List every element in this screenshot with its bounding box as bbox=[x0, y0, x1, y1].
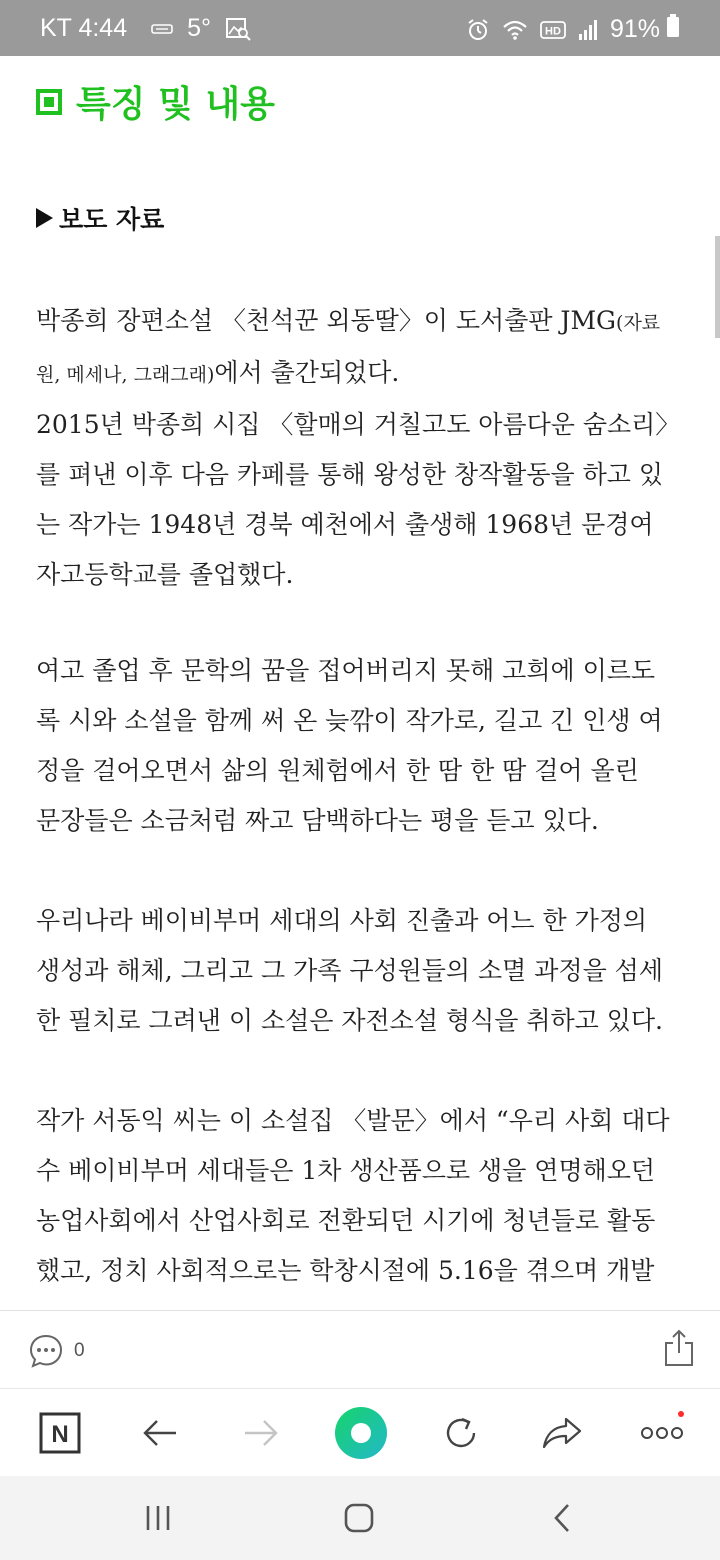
paragraph-line: 록 시와 소설을 함께 써 온 늦깎이 작가로, 길고 긴 인생 여 bbox=[36, 706, 663, 735]
naver-home-icon bbox=[39, 1412, 81, 1454]
paragraph bbox=[36, 896, 688, 1046]
home-icon bbox=[343, 1502, 375, 1534]
paragraph-line: 를 펴낸 이후 다음 카페를 통해 왕성한 창작활동을 하고 있 bbox=[36, 460, 663, 489]
scrollbar-thumb[interactable] bbox=[715, 236, 720, 338]
paragraph-line: 우리나라 베이비부머 세대의 사회 진출과 어느 한 가정의 bbox=[36, 906, 648, 935]
subheading bbox=[36, 200, 164, 236]
battery-icon bbox=[666, 14, 680, 45]
comment-count[interactable]: 0 bbox=[74, 1340, 85, 1361]
alarm-icon bbox=[466, 18, 490, 42]
naver-home-button[interactable] bbox=[30, 1403, 90, 1463]
browser-toolbar bbox=[0, 1388, 720, 1477]
forward-button[interactable] bbox=[231, 1403, 291, 1463]
square-bullet-icon bbox=[36, 89, 62, 115]
status-left bbox=[40, 14, 251, 43]
notification-icon bbox=[151, 23, 173, 35]
carrier-time: KT 4:44 bbox=[40, 14, 128, 42]
notification-dot bbox=[678, 1411, 684, 1417]
section-heading bbox=[36, 76, 275, 127]
share-icon[interactable] bbox=[664, 1329, 694, 1371]
paragraph bbox=[36, 646, 688, 846]
paragraph-line: 자고등학교를 졸업했다. bbox=[36, 560, 294, 589]
paragraph-line: 2015년 박종희 시집 〈할매의 거칠고도 아름다운 숨소리〉 bbox=[36, 410, 681, 439]
paragraph-line: 했고, 정치 사회적으로는 학창시절에 5.16을 겪으며 개발 bbox=[36, 1256, 655, 1285]
share-arrow-icon bbox=[541, 1415, 583, 1451]
status-right bbox=[466, 14, 680, 45]
recent-apps-button[interactable] bbox=[128, 1492, 188, 1544]
comment-icon[interactable] bbox=[28, 1333, 64, 1373]
subheading-text: 보도 자료 bbox=[59, 205, 165, 234]
section-heading-text: 특징 및 내용 bbox=[76, 84, 275, 125]
green-dot-icon bbox=[334, 1406, 388, 1460]
hd-voice-icon bbox=[540, 20, 566, 40]
green-dot-button[interactable] bbox=[331, 1403, 391, 1463]
back-button[interactable] bbox=[130, 1403, 190, 1463]
system-nav-bar bbox=[0, 1476, 720, 1560]
wifi-icon bbox=[502, 19, 528, 41]
paragraph-line: 박종희 장편소설 〈천석꾼 외동딸〉이 도서출판 JMG bbox=[36, 306, 617, 335]
svg-text:HD: HD bbox=[545, 25, 561, 37]
back-arrow-icon bbox=[142, 1418, 178, 1448]
paragraph-line: 정을 걸어오면서 삶의 원체험에서 한 땀 한 땀 걸어 올린 bbox=[36, 756, 639, 785]
paragraph-line: 에서 출간되었다. bbox=[214, 358, 400, 387]
comment-bar bbox=[0, 1310, 720, 1389]
battery-percent: 91% bbox=[609, 15, 660, 43]
status-bar bbox=[0, 0, 720, 56]
recent-apps-icon bbox=[143, 1504, 173, 1532]
paragraph-line: 여고 졸업 후 문학의 꿈을 접어버리지 못해 고희에 이르도 bbox=[36, 656, 656, 685]
paragraph-small-text: (자료 bbox=[616, 312, 661, 334]
paragraph-line: 수 베이비부머 세대들은 1차 생산품으로 생을 연명해오던 bbox=[36, 1156, 656, 1185]
triangle-bullet-icon bbox=[36, 208, 53, 228]
paragraph bbox=[36, 296, 688, 600]
share-button[interactable] bbox=[532, 1403, 592, 1463]
refresh-button[interactable] bbox=[431, 1403, 491, 1463]
more-button[interactable] bbox=[632, 1403, 692, 1463]
paragraph-small-text: 원, 메세나, 그래그래) bbox=[36, 364, 215, 386]
temperature: 5° bbox=[187, 14, 212, 42]
paragraph bbox=[36, 1096, 688, 1296]
more-icon bbox=[640, 1426, 684, 1440]
paragraph-line: 작가 서동익 씨는 이 소설집 〈발문〉에서 “우리 사회 대다 bbox=[36, 1106, 670, 1135]
paragraph-line: 농업사회에서 산업사회로 전환되던 시기에 청년들로 활동 bbox=[36, 1206, 656, 1235]
system-back-icon bbox=[552, 1502, 572, 1534]
paragraph-line: 문장들은 소금처럼 짜고 담백하다는 평을 듣고 있다. bbox=[36, 806, 599, 835]
paragraph-line: 는 작가는 1948년 경북 예천에서 출생해 1968년 문경여 bbox=[36, 510, 654, 539]
forward-arrow-icon bbox=[243, 1418, 279, 1448]
paragraph-line: 생성과 해체, 그리고 그 가족 구성원들의 소멸 과정을 섬세 bbox=[36, 956, 663, 985]
refresh-icon bbox=[441, 1413, 481, 1453]
gallery-search-icon bbox=[225, 17, 251, 41]
home-button[interactable] bbox=[329, 1492, 389, 1544]
naver-n-label: N bbox=[51, 1421, 69, 1448]
paragraph-line: 한 필치로 그려낸 이 소설은 자전소설 형식을 취하고 있다. bbox=[36, 1006, 663, 1035]
signal-icon bbox=[578, 19, 598, 41]
system-back-button[interactable] bbox=[532, 1492, 592, 1544]
